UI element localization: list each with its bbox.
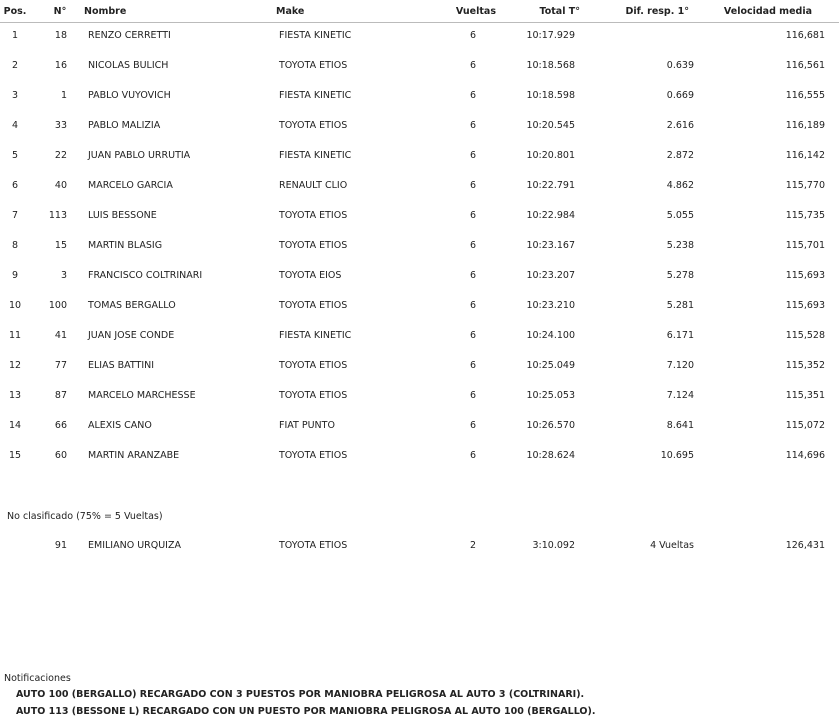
- cell-make: FIAT PUNTO: [279, 420, 335, 431]
- cell-name: FRANCISCO COLTRINARI: [88, 270, 203, 281]
- cell-name: PABLO VUYOVICH: [88, 90, 171, 101]
- table-row: [0, 442, 839, 460]
- cell-num: 41: [54, 330, 67, 341]
- cell-name: RENZO CERRETTI: [88, 30, 171, 41]
- cell-speed: 116,189: [785, 120, 825, 131]
- cell-diff: 4 Vueltas: [650, 540, 694, 551]
- cell-make: TOYOTA ETIOS: [279, 120, 348, 131]
- cell-total: 10:28.624: [526, 450, 575, 461]
- cell-laps: 6: [469, 420, 476, 431]
- header-laps: Vueltas: [455, 6, 496, 17]
- table-row: [0, 322, 839, 340]
- cell-speed: 116,142: [785, 150, 825, 161]
- cell-name: ALEXIS CANO: [88, 420, 152, 431]
- cell-total: 10:20.801: [526, 150, 575, 161]
- cell-laps: 6: [469, 390, 476, 401]
- cell-make: TOYOTA ETIOS: [279, 390, 348, 401]
- notification-item: AUTO 113 (BESSONE L) RECARGADO CON UN PUESTO POR MANIOBRA PELIGROSA AL AUTO 100 (BERGALLO).: [16, 706, 596, 717]
- cell-total: 10:18.598: [526, 90, 575, 101]
- header-name: Nombre: [84, 6, 127, 17]
- header-make: Make: [276, 6, 305, 17]
- table-row: [0, 172, 839, 190]
- cell-make: TOYOTA ETIOS: [279, 540, 348, 551]
- cell-laps: 6: [469, 240, 476, 251]
- cell-name: JUAN JOSE CONDE: [88, 330, 175, 341]
- cell-pos: 6: [11, 180, 19, 191]
- cell-name: EMILIANO URQUIZA: [88, 540, 181, 551]
- cell-diff: 8.641: [666, 420, 694, 431]
- cell-make: TOYOTA ETIOS: [279, 240, 348, 251]
- table-row: [0, 412, 839, 430]
- cell-laps: 6: [469, 270, 476, 281]
- cell-make: TOYOTA ETIOS: [279, 360, 348, 371]
- cell-make: TOYOTA ETIOS: [279, 300, 348, 311]
- cell-name: MARCELO MARCHESSE: [88, 390, 196, 401]
- cell-laps: 6: [469, 330, 476, 341]
- table-row: [0, 52, 839, 70]
- cell-diff: 2.616: [666, 120, 694, 131]
- cell-name: JUAN PABLO URRUTIA: [88, 150, 191, 161]
- cell-num: 87: [54, 390, 67, 401]
- cell-speed: 115,693: [785, 300, 825, 311]
- table-row: [0, 382, 839, 400]
- cell-total: 10:23.210: [526, 300, 575, 311]
- cell-num: 1: [60, 90, 67, 101]
- cell-diff: 7.124: [666, 390, 694, 401]
- table-row: [0, 292, 839, 310]
- cell-num: 33: [54, 120, 67, 131]
- cell-pos: 2: [11, 60, 19, 71]
- cell-make: FIESTA KINETIC: [279, 30, 352, 41]
- cell-pos: 13: [8, 390, 22, 401]
- cell-diff: 4.862: [666, 180, 694, 191]
- header-total: Total T°: [539, 6, 580, 17]
- cell-num: 22: [54, 150, 67, 161]
- notification-item: AUTO 100 (BERGALLO) RECARGADO CON 3 PUESTOS POR MANIOBRA PELIGROSA AL AUTO 3 (COLTRINARI).: [16, 689, 585, 700]
- table-row: [0, 142, 839, 160]
- cell-make: RENAULT CLIO: [279, 180, 348, 191]
- cell-laps: 6: [469, 30, 476, 41]
- header-speed: Velocidad media: [723, 6, 812, 17]
- cell-diff: 5.238: [666, 240, 694, 251]
- table-row: [0, 352, 839, 370]
- notifications-label: Notificaciones: [4, 673, 71, 684]
- cell-laps: 6: [469, 60, 476, 71]
- header-pos: Pos.: [3, 6, 27, 17]
- cell-speed: 116,555: [785, 90, 825, 101]
- table-row: [0, 112, 839, 130]
- cell-make: TOYOTA ETIOS: [279, 60, 348, 71]
- cell-diff: 10.695: [660, 450, 694, 461]
- table-row: [0, 232, 839, 250]
- cell-diff: 7.120: [666, 360, 694, 371]
- cell-speed: 115,528: [785, 330, 825, 341]
- table-row: [0, 262, 839, 280]
- cell-num: 66: [54, 420, 67, 431]
- cell-total: 10:24.100: [526, 330, 575, 341]
- cell-total: 3:10.092: [532, 540, 575, 551]
- cell-num: 60: [54, 450, 67, 461]
- cell-laps: 6: [469, 300, 476, 311]
- cell-pos: 15: [8, 450, 22, 461]
- cell-diff: 5.281: [666, 300, 694, 311]
- cell-num: 18: [54, 30, 67, 41]
- cell-total: 10:23.167: [526, 240, 575, 251]
- cell-make: TOYOTA ETIOS: [279, 210, 348, 221]
- cell-pos: 7: [11, 210, 19, 221]
- cell-laps: 6: [469, 90, 476, 101]
- cell-name: MARTIN ARANZABE: [88, 450, 180, 461]
- cell-total: 10:25.053: [526, 390, 575, 401]
- cell-num: 15: [54, 240, 67, 251]
- cell-pos: 14: [8, 420, 22, 431]
- cell-diff: 6.171: [666, 330, 694, 341]
- results-table-header: [0, 0, 839, 23]
- cell-speed: 115,701: [785, 240, 825, 251]
- cell-pos: 5: [11, 150, 19, 161]
- cell-diff: 5.055: [666, 210, 694, 221]
- cell-make: FIESTA KINETIC: [279, 150, 352, 161]
- cell-laps: 6: [469, 360, 476, 371]
- cell-laps: 6: [469, 450, 476, 461]
- cell-num: 3: [60, 270, 67, 281]
- table-row: [0, 22, 839, 40]
- cell-laps: 2: [469, 540, 476, 551]
- cell-name: NICOLAS BULICH: [88, 60, 169, 71]
- not-classified-row: [0, 532, 839, 550]
- cell-num: 113: [48, 210, 67, 221]
- cell-speed: 116,681: [785, 30, 825, 41]
- cell-pos: 4: [11, 120, 19, 131]
- cell-name: PABLO MALIZIA: [88, 120, 161, 131]
- cell-total: 10:20.545: [526, 120, 575, 131]
- cell-name: MARCELO GARCIA: [88, 180, 173, 191]
- cell-name: LUIS BESSONE: [88, 210, 157, 221]
- cell-pos: 12: [8, 360, 22, 371]
- cell-total: 10:23.207: [526, 270, 575, 281]
- cell-pos: 11: [8, 330, 22, 341]
- not-classified-label: No clasificado (75% = 5 Vueltas): [7, 511, 163, 522]
- cell-speed: 115,693: [785, 270, 825, 281]
- cell-speed: 115,351: [785, 390, 825, 401]
- cell-speed: 115,072: [785, 420, 825, 431]
- cell-num: 40: [54, 180, 67, 191]
- cell-make: FIESTA KINETIC: [279, 330, 352, 341]
- cell-total: 10:25.049: [526, 360, 575, 371]
- cell-num: 91: [54, 540, 67, 551]
- cell-total: 10:18.568: [526, 60, 575, 71]
- cell-total: 10:22.791: [526, 180, 575, 191]
- header-num: N°: [53, 6, 67, 17]
- cell-num: 100: [48, 300, 67, 311]
- cell-make: FIESTA KINETIC: [279, 90, 352, 101]
- cell-total: 10:17.929: [526, 30, 575, 41]
- table-row: [0, 202, 839, 220]
- cell-make: TOYOTA ETIOS: [279, 450, 348, 461]
- cell-total: 10:26.570: [526, 420, 575, 431]
- cell-pos: 10: [8, 300, 22, 311]
- cell-name: MARTIN BLASIG: [88, 240, 163, 251]
- cell-num: 77: [54, 360, 67, 371]
- cell-laps: 6: [469, 180, 476, 191]
- cell-speed: 115,735: [785, 210, 825, 221]
- cell-speed: 115,770: [785, 180, 825, 191]
- cell-name: ELIAS BATTINI: [88, 360, 155, 371]
- cell-pos: 8: [11, 240, 19, 251]
- cell-speed: 126,431: [785, 540, 825, 551]
- cell-make: TOYOTA EIOS: [279, 270, 342, 281]
- cell-total: 10:22.984: [526, 210, 575, 221]
- cell-num: 16: [54, 60, 67, 71]
- cell-laps: 6: [469, 120, 476, 131]
- cell-diff: 0.669: [666, 90, 694, 101]
- cell-pos: 1: [11, 30, 19, 41]
- cell-speed: 116,561: [785, 60, 825, 71]
- cell-laps: 6: [469, 210, 476, 221]
- cell-pos: 9: [11, 270, 19, 281]
- cell-speed: 114,696: [785, 450, 825, 461]
- header-diff: Dif. resp. 1°: [625, 6, 689, 17]
- cell-diff: 0.639: [666, 60, 694, 71]
- cell-pos: 3: [11, 90, 19, 101]
- table-row: [0, 82, 839, 100]
- cell-name: TOMAS BERGALLO: [88, 300, 176, 311]
- cell-diff: 5.278: [666, 270, 694, 281]
- cell-laps: 6: [469, 150, 476, 161]
- cell-diff: 2.872: [666, 150, 694, 161]
- cell-speed: 115,352: [785, 360, 825, 371]
